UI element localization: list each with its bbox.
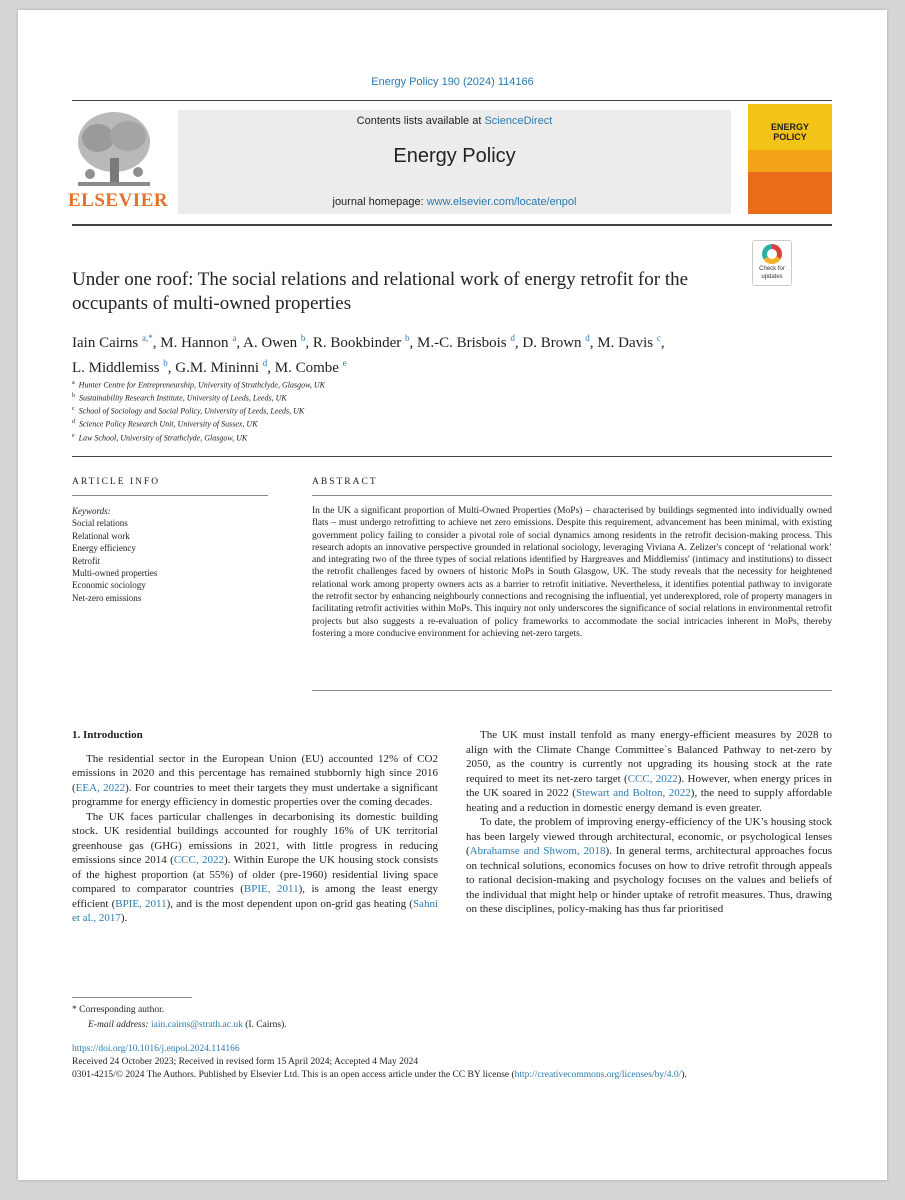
citation-link[interactable]: Stewart and Bolton, 2022 xyxy=(575,787,691,799)
author: M. Hannon xyxy=(160,335,229,351)
sciencedirect-link[interactable]: ScienceDirect xyxy=(484,115,553,127)
text-run: ). xyxy=(120,912,128,924)
author-list: Iain Cairns $^{a,*}$, M. Hannon $^a$, A. Owen $^b$, R. Bookbinder $^b$, M.-C. Brisbois $^d$, D. Brown $^d$, M. Davis $^c$, L. Middlemiss $^b$, G.M. Mininni $^d$, M. Combe $^e$ xyxy=(72,333,665,376)
info-sub-rule xyxy=(72,495,268,496)
author: Iain Cairns xyxy=(72,335,139,351)
journal-cover-thumbnail xyxy=(748,104,832,214)
text-run: The UK must install tenfold as many energy-efficient measures by 2028 to align with the Climate Change Committee`s Balanced Pathway to net-zero by 2050, as the country is currently not upgrading its housing stock at the rate required to meet its net-zero target ( xyxy=(466,729,832,785)
text-run: ). For countries to meet their targets they must undertake a significant programme for energy efficiency in domestic properties over the coming decades. xyxy=(72,781,438,808)
contents-prefix: Contents lists available at xyxy=(356,115,485,127)
crossmark-label-1: Check for xyxy=(759,266,785,272)
received-dates: Received 24 October 2023; Received in revised form 15 April 2024; Accepted 4 May 2024 xyxy=(72,1057,419,1067)
header-top-rule xyxy=(72,100,832,101)
affiliation-item xyxy=(72,378,672,391)
author-affil-sup[interactable]: b xyxy=(163,358,168,368)
affiliation-sup: a xyxy=(72,380,75,386)
info-top-rule xyxy=(72,456,832,457)
crossmark-label-2: updates xyxy=(761,274,783,280)
author-affil-sup[interactable]: e xyxy=(342,358,347,368)
text-run: ). In general terms, architectural approaches focus on technical solutions, economics focuses on how to drive retrofit through appeals to rational decision-making and psychology focuses on the values and beliefs of the individual that might help or hinder uptake of retrofit measures. Thus, drawing on these disciplines, policy-making has thus far prioritised xyxy=(466,845,832,915)
keywords-block xyxy=(72,505,272,604)
affiliation-text: Hunter Centre for Entrepreneurship, University of Strathclyde, Glasgow, UK xyxy=(78,380,325,390)
intro-paragraph-1 xyxy=(72,752,438,810)
header-bottom-rule xyxy=(72,224,832,226)
contents-line xyxy=(178,115,731,127)
email-suffix: (I. Cairns). xyxy=(242,1020,287,1030)
license-link[interactable]: http://creativecommons.org/licenses/by/4.0/ xyxy=(514,1070,682,1080)
affiliation-list xyxy=(72,378,672,444)
email-link[interactable]: iain.cairns@strath.ac.uk xyxy=(150,1020,243,1030)
article-title: Under one roof: The social relations and relational work of energy retrofit for the occupants of multi-owned properties xyxy=(72,269,689,314)
affiliation-sup: d xyxy=(72,419,75,426)
author-affil-sup[interactable]: d xyxy=(510,333,515,343)
text-run: The residential sector in the European Union (EU) accounted 12% of CO2 emissions in 2020 and this percentage has remained stubbornly high since 2016 ( xyxy=(72,752,438,794)
citation-link[interactable]: EEA, 2022 xyxy=(75,781,126,794)
text-run: ), is among the least energy efficient ( xyxy=(72,883,439,910)
affiliation-item xyxy=(72,404,672,417)
journal-homepage-line xyxy=(178,196,731,208)
text-run: The UK faces particular challenges in decarbonising its domestic building stock. UK residential buildings accounted for roughly 16% of UK territorial greenhouse gas (GHG) emissions in 2021, with little progress in reducing emissions since 2014 ( xyxy=(72,810,438,866)
author: L. Middlemiss xyxy=(72,360,160,376)
citation-link[interactable]: BPIE, 2011 xyxy=(243,883,299,895)
text-run: ), the need to supply affordable heating and a reduction in domestic energy demand is even greater. xyxy=(466,787,832,814)
intro-paragraph-4 xyxy=(466,815,832,917)
article-info-heading: ARTICLE INFO xyxy=(72,477,161,487)
keyword: Retrofit xyxy=(72,555,100,566)
text-run: To date, the problem of improving energy-efficiency of the UK’s housing stock has been largely viewed through architectural, economic, or psychological lenses ( xyxy=(466,816,832,857)
affiliation-text: Law School, University of Strathclyde, Glasgow, UK xyxy=(78,433,248,443)
keyword: Social relations xyxy=(72,518,128,529)
abstract-sub-rule xyxy=(312,495,832,496)
keywords-label: Keywords: xyxy=(72,506,111,516)
author: M. Davis xyxy=(597,335,654,351)
author-affil-sup[interactable]: d xyxy=(262,358,268,368)
keyword: Economic sociology xyxy=(72,580,146,591)
citation-link[interactable]: CCC, 2022 xyxy=(173,854,224,866)
homepage-prefix: journal homepage: xyxy=(332,196,427,208)
abstract-heading: ABSTRACT xyxy=(312,477,378,487)
affiliation-text: Science Policy Research Unit, University of Sussex, UK xyxy=(79,420,258,430)
author-affil-sup[interactable]: b xyxy=(405,333,410,343)
affiliation-sup: e xyxy=(72,432,75,439)
homepage-link[interactable]: www.elsevier.com/locate/enpol xyxy=(426,196,577,208)
text-run: ). Within Europe the UK housing stock consists of the highest proportion (at 55%) of older (pre-1960) residential living space compared to comparator countries ( xyxy=(72,854,438,895)
email-line xyxy=(88,1019,287,1032)
citation-link[interactable]: Sahni et al., 2017 xyxy=(72,897,438,924)
citation-link[interactable]: Abrahamse and Shwom, 2018 xyxy=(469,845,606,857)
abstract-text: In the UK a significant proportion of Multi-Owned Properties (MoPs) – characterised by buildings segmented into individually owned flats – must undergo retrofitting to achieve net zero emissions. Despite this requirement, advancement has been minimal, with existing government policy failing to consider a pivotal role of social dynamics among residents in the retrofit decision-making process. This research adopts an innovative perspective grounded in relational sociology, leveraging Viviana A. Zelizer's concept of ‘relational work’ and integrating two of the three types of social relations identified by Hargreaves and Middlemiss' (intimacy and institutions) to dissect the retrofit challenges faced by owners of historic MoPs in South Glasgow, UK. The study reveals that the necessity for heightened relational work among property owners acts as a barrier to retrofit initiative. Nevertheless, it identifies potential pathway to invigorate the retrofit sector by enhancing neighbourly connections and recognising the influential, yet underexplored, role of property managers in facilitating retrofit activities within MoPs. This inquiry not only underscores the significance of social relations in environmental retrofit projects but also suggests a re-evaluation of policy frameworks to accommodate the social intricacies inherent in MoPs, thereby fostering a more conducive environment for achieving net-zero targets. xyxy=(312,506,832,639)
author-affil-sup[interactable]: c xyxy=(656,333,661,343)
section-heading-introduction: 1. Introduction xyxy=(72,729,143,741)
author-affil-sup[interactable]: d xyxy=(585,333,590,343)
license-text: 0301-4215/© 2024 The Authors. Published by Elsevier Ltd. This is an open access article under the CC BY license ( xyxy=(72,1070,515,1080)
body-right-column xyxy=(466,728,832,917)
keyword: Multi-owned properties xyxy=(72,568,158,579)
license-line xyxy=(72,1069,852,1082)
author: G.M. Mininni xyxy=(175,360,260,376)
journal-title: Energy Policy xyxy=(393,145,516,167)
author-affil-sup[interactable]: a xyxy=(232,333,237,343)
abstract-bottom-rule xyxy=(312,690,832,691)
affiliation-item xyxy=(72,417,672,430)
affiliation-text: School of Sociology and Social Policy, University of Leeds, Leeds, UK xyxy=(78,406,305,416)
author-affil-sup[interactable]: a,* xyxy=(141,333,153,343)
intro-paragraph-3 xyxy=(466,728,832,815)
keyword: Net-zero emissions xyxy=(72,592,142,603)
affiliation-sup: c xyxy=(72,406,75,413)
affiliation-text: Sustainability Research Institute, University of Leeds, Leeds, UK xyxy=(79,393,287,403)
author: M.-C. Brisbois xyxy=(417,335,507,351)
footnote-rule xyxy=(72,997,192,998)
cover-title-line-2: POLICY xyxy=(773,132,807,142)
publisher-wordmark: ELSEVIER xyxy=(68,190,169,211)
author-affil-sup[interactable]: b xyxy=(300,333,306,343)
cover-title-line-1: ENERGY xyxy=(770,122,809,132)
citation-link[interactable]: CCC, 2022 xyxy=(627,772,678,785)
author: A. Owen xyxy=(243,335,298,351)
keyword: Relational work xyxy=(72,530,130,541)
body-left-column xyxy=(72,728,438,926)
affiliation-item xyxy=(72,431,672,444)
cover-title xyxy=(748,122,832,142)
corresponding-author-note: * Corresponding author. xyxy=(72,1005,165,1015)
email-label: E-mail address: xyxy=(88,1020,151,1030)
author: R. Bookbinder xyxy=(312,335,402,351)
author: D. Brown xyxy=(522,335,582,351)
intro-paragraph-2 xyxy=(72,810,438,926)
author: M. Combe xyxy=(274,360,339,376)
crossmark-icon xyxy=(762,244,782,264)
affiliation-item xyxy=(72,391,672,404)
license-suffix: ). xyxy=(681,1070,687,1080)
doi-link[interactable]: https://doi.org/10.1016/j.enpol.2024.114166 xyxy=(72,1044,240,1054)
citation-link[interactable]: BPIE, 2011 xyxy=(115,897,167,910)
check-for-updates-badge[interactable] xyxy=(752,240,792,286)
text-run: ), and is the most dependent upon on-grid gas heating ( xyxy=(166,897,413,910)
text-run: ). However, when energy prices in the UK soared in 2022 ( xyxy=(466,772,832,799)
journal-reference[interactable]: Energy Policy 190 (2024) 114166 xyxy=(371,76,534,88)
affiliation-sup: b xyxy=(72,393,75,400)
keyword: Energy efficiency xyxy=(72,543,136,554)
